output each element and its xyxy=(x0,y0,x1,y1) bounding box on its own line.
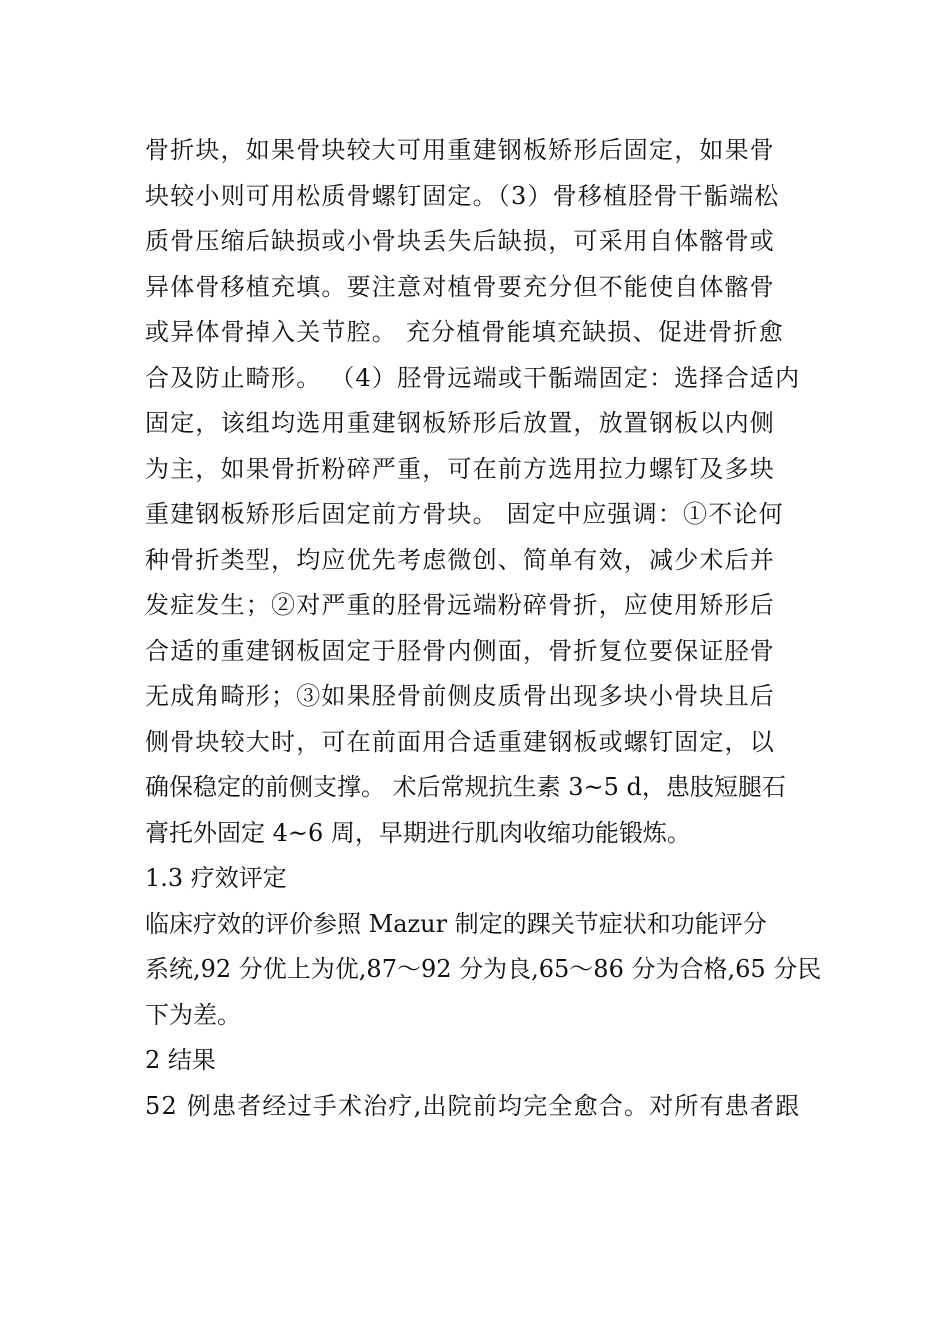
text-line: 发症发生；②对严重的胫骨远端粉碎骨折，应使用矫形后 xyxy=(145,591,775,619)
text-line: 无成角畸形；③如果胫骨前侧皮质骨出现多块小骨块且后 xyxy=(145,682,775,710)
text-line: 质骨压缩后缺损或小骨块丢失后缺损，可采用自体髂骨或 xyxy=(145,227,775,255)
text-line: 重建钢板矫形后固定前方骨块。 固定中应强调：①不论何 xyxy=(145,500,784,528)
text-line: 系统,92 分优上为优,87～92 分为良,65～86 分为合格,65 分民 xyxy=(145,955,822,983)
text-line: 固定，该组均选用重建钢板矫形后放置，放置钢板以内侧 xyxy=(145,409,775,437)
text-line: 为主，如果骨折粉碎严重，可在前方选用拉力螺钉及多块 xyxy=(145,454,775,483)
text-line: 膏托外固定 4~6 周，早期进行肌肉收缩功能锻炼。 xyxy=(145,818,691,847)
text-line: 种骨折类型，均应优先考虑微创、简单有效，减少术后并 xyxy=(145,545,775,574)
paragraph-results xyxy=(145,1084,810,1130)
text-line: 临床疗效的评价参照 Mazur 制定的踝关节症状和功能评分 xyxy=(145,909,767,938)
text-line: 确保稳定的前侧支撑。 术后常规抗生素 3~5 d，患肢短腿石 xyxy=(145,773,786,801)
section-heading-efficacy-evaluation: 1.3 疗效评定 xyxy=(145,864,287,892)
text-line: 52 例患者经过手术治疗,出院前均完全愈合。对所有患者跟 xyxy=(145,1091,801,1120)
text-line: 合及防止畸形。 （4）胫骨远端或干骺端固定：选择合适内 xyxy=(145,363,801,392)
text-line: 块较小则可用松质骨螺钉固定。（3）骨移植胫骨干骺端松 xyxy=(145,181,780,210)
paragraph-efficacy-criteria xyxy=(145,902,822,1039)
text-line: 合适的重建钢板固定于胫骨内侧面，骨折复位要保证胫骨 xyxy=(145,636,775,665)
section-heading-results: 2 结果 xyxy=(145,1046,216,1074)
text-line: 下为差。 xyxy=(145,1000,241,1029)
text-line: 或异体骨掉入关节腔。 充分植骨能填充缺损、促进骨折愈 xyxy=(145,318,784,346)
document-page xyxy=(145,128,822,1129)
text-line: 骨折块，如果骨块较大可用重建钢板矫形后固定，如果骨 xyxy=(145,136,775,164)
text-line: 异体骨移植充填。要注意对植骨要充分但不能使自体髂骨 xyxy=(145,272,775,301)
paragraph-surgical-method xyxy=(145,128,810,856)
text-line: 侧骨块较大时，可在前面用合适重建钢板或螺钉固定，以 xyxy=(145,727,775,756)
